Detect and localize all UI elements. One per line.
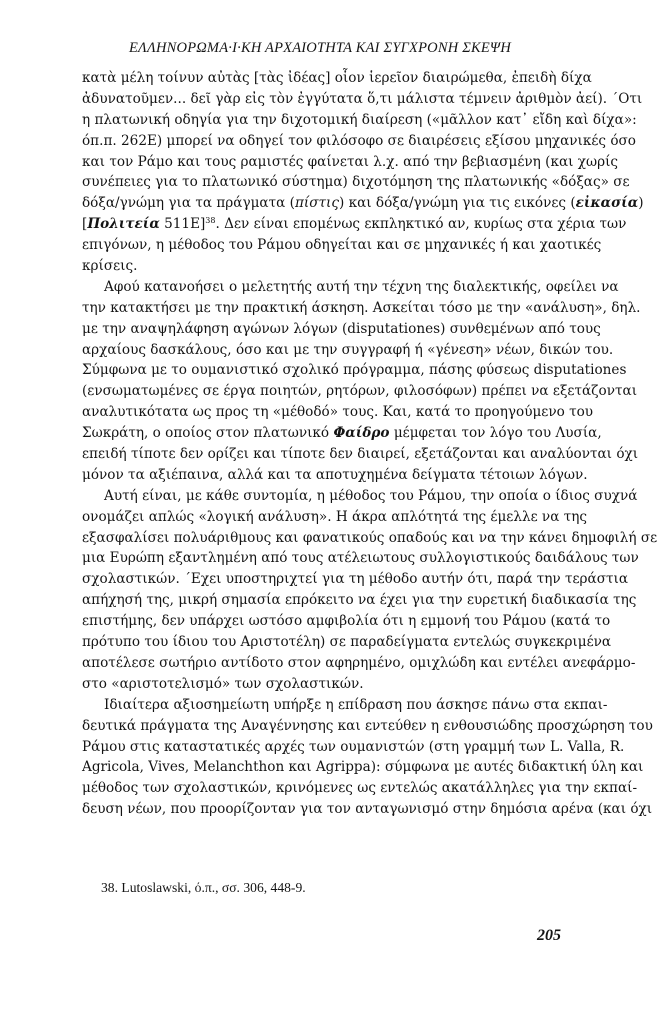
text-line: πρότυπο του ίδιου του Αριστοτέλη) σε παραδείγματα εντελώς συγκεκριμένα <box>82 634 612 651</box>
emphasis: Φαίδρο <box>333 425 390 442</box>
text-line: ονομάζει απλώς «λογική ανάλυση». Η άκρα απλότητά της έμελλε να της <box>82 508 587 525</box>
page-number: 205 <box>537 927 561 944</box>
text-line: Ιδιαίτερα αξιοσημείωτη υπήρξε η επίδραση που άσκησε πάνω στα εκπαι- <box>104 696 608 713</box>
text-line: ἀδυνατοῦμεν... δεῖ γὰρ εἰς τὸν ἐγγύτατα ὅ,τι μάλιστα τέμνειν ἀριθμὸν ἀεί). ΄Οτι <box>82 90 643 107</box>
emphasis: Πολιτεία <box>87 216 160 233</box>
text-run: Σωκράτη, ο οποίος στον πλατωνικό <box>82 425 334 442</box>
text-line <box>82 214 627 235</box>
text-line: κατὰ μέλη τοίνυν αὐτὰς [τὰς ἰδέας] οἷον ἱερεῖον διαιρώμεθα, ἐπειδὴ δίχα <box>82 70 592 86</box>
text-line <box>82 423 602 444</box>
text-line: στο «αριστοτελισμό» των σχολαστικών. <box>82 675 364 692</box>
text-line: επειδή τίποτε δεν ορίζει και τίποτε δεν διαιρεί, εξετάζονται και αναλύονται όχι <box>82 446 639 463</box>
emphasis: πίστις <box>294 195 339 212</box>
text-line: αποτέλεσε σωτήριο αντίδοτο στον αφηρημένο, ομιχλώδη και εντέλει ανεφάρμο- <box>82 654 636 671</box>
emphasis: εἰκασία <box>575 195 639 212</box>
running-head: ΕΛΛΗΝΟΡΩΜΑ·Ι·ΚΗ ΑΡΧΑΙΟΤΗΤΑ ΚΑΙ ΣΥΓΧΡΟΝΗ ΣΚΕΨΗ <box>129 40 511 56</box>
body-text <box>82 68 657 820</box>
text-line: Ράμου στις καταστατικές αρχές των ουμανιστών (στη γραμμή των L. Valla, R. <box>82 738 625 755</box>
text-line: εξασφαλίσει πολυάριθμους και φανατικούς οπαδούς και να την κάνει δημοφιλή σε <box>82 529 657 546</box>
text-line: η πλατωνική οδηγία για την διχοτομική διαίρεση («μᾶλλον κατ᾽ εἴδη καὶ δίχα»: <box>82 111 637 128</box>
text-line: Αυτή είναι, με κάθε συντομία, η μέθοδος του Ράμου, την οποία ο ίδιος συχνά <box>104 487 638 504</box>
text-run: μέμφεται τον λόγο του Λυσία, <box>389 425 602 442</box>
text-line: δευτικά πράγματα της Αναγέννησης και εντεύθεν η ενθουσιώδης προσχώρηση του <box>82 717 653 734</box>
text-run: δόξα/γνώμη για τα πράγματα ( <box>82 195 295 212</box>
text-run: ) <box>638 195 644 212</box>
text-line: Σύμφωνα με το ουμανιστικό σχολικό πρόγραμμα, πάσης φύσεως disputationes <box>82 362 627 379</box>
text-line: δευση νέων, που προορίζονταν για τον ανταγωνισμό στην δημόσια αρένα (και όχι <box>82 801 653 818</box>
text-line: συνέπειες για το πλατωνικό σύστημα) διχοτόμηση της πλατωνικής «δόξας» σε <box>82 174 630 191</box>
text-line: όπ.π. 262E) μπορεί να οδηγεί τον φιλόσοφο σε διαιρέσεις εξίσου μηχανικές όσο <box>82 132 636 149</box>
text-line: μια Ευρώπη εξαντλημένη από τους ατέλειωτους συλλογιστικούς δαιδάλους των <box>82 550 639 567</box>
text-line: με την αναψηλάφηση αγώνων λόγων (disputationes) συνθεμένων από τους <box>82 320 601 337</box>
text-run: 511E] <box>159 216 206 233</box>
text-line: απήχησή της, μικρή σημασία επρόκειτο να έχει για την ευρετική διαδικασία της <box>82 592 637 609</box>
text-run: ) και δόξα/γνώμη για τις εικόνες ( <box>338 195 576 212</box>
text-run: [ <box>82 216 88 233</box>
text-line: μέθοδος των σχολαστικών, κρινόμενες ως εντελώς ακατάλληλες για την εκπαί- <box>82 780 638 797</box>
text-line <box>82 193 644 214</box>
text-line: και τον Ράμο και τους ραμιστές φαίνεται λ.χ. από την βεβιασμένη (και χωρίς <box>82 153 619 170</box>
text-line: Agricola, Vives, Melanchthon και Agrippa): σύμφωνα με αυτές διδακτική ύλη και <box>82 759 644 776</box>
footnote: 38. Lutoslawski, ό.π., σσ. 306, 448-9. <box>101 880 306 895</box>
text-line: σχολαστικών. ΄Εχει υποστηριχτεί για τη μέθοδο αυτήν ότι, παρά την τεράστια <box>82 571 629 588</box>
text-line: αρχαίους δασκάλους, όσο και με την συγγραφή ή «γένεση» νέων, δικών του. <box>82 341 614 358</box>
text-line: επιστήμης, δεν υπάρχει ωστόσο αμφιβολία ότι η εμμονή του Ράμου (κατά το <box>82 613 611 630</box>
text-line: Αφού κατανοήσει ο μελετητής αυτή την τέχνη της διαλεκτικής, οφείλει να <box>104 278 619 295</box>
footnote-ref: 38 <box>205 216 216 226</box>
text-line: (ενσωματωμένες σε έργα ποιητών, ρητόρων, φιλοσόφων) πρέπει να εξετάζονται <box>82 383 638 400</box>
text-line: μόνον τα αξιέπαινα, αλλά και τα αποτυχημένα δείγματα τέτοιων λόγων. <box>82 466 588 483</box>
text-run: . Δεν είναι επομένως εκπληκτικό αν, κυρίως στα χέρια των <box>215 216 627 233</box>
text-line: αναλυτικότατα ως προς τη «μέθοδό» τους. Και, κατά το προηγούμενο του <box>82 404 594 421</box>
text-line: την κατακτήσει με την πρακτική άσκηση. Ασκείται τόσο με την «ανάλυση», δηλ. <box>82 299 641 316</box>
text-line: επιγόνων, η μέθοδος του Ράμου οδηγείται και σε μηχανικές ή και χαοτικές <box>82 237 602 254</box>
text-line: κρίσεις. <box>82 258 138 275</box>
